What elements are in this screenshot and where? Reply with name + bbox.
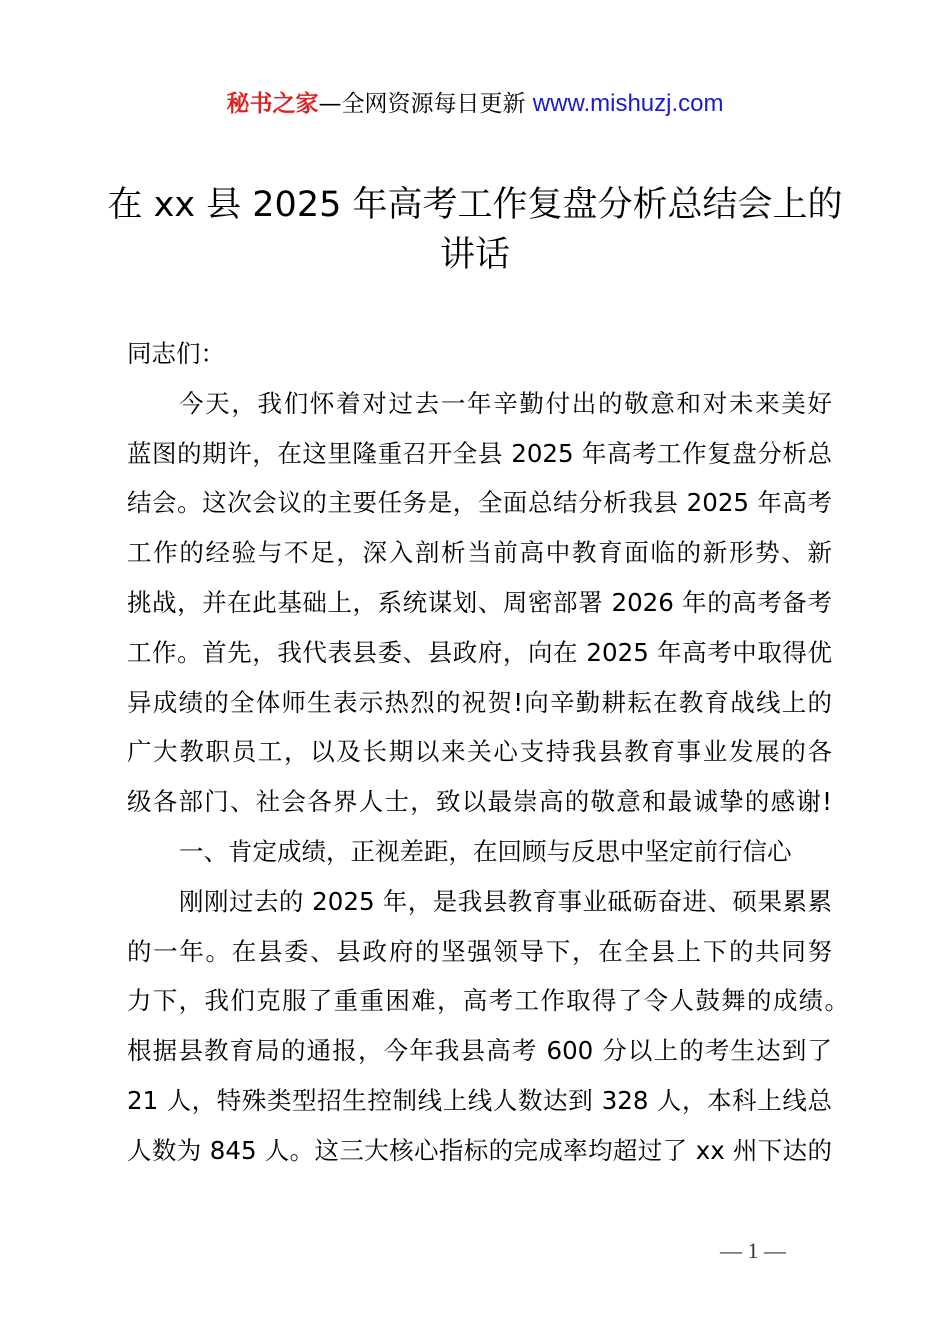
text-line: 级各部门、社会各界人士，致以最崇高的敬意和最诚挚的感谢!: [127, 787, 832, 817]
text-line: 挑战，并在此基础上，系统谋划、周密部署 2026 年的高考备考: [127, 587, 832, 617]
text-line: 刚刚过去的 2025 年，是我县教育事业砥砺奋进、硕果累累: [179, 886, 832, 916]
text-line: 人数为 845 人。这三大核心指标的完成率均超过了 xx 州下达的: [127, 1135, 832, 1165]
text-line: 工作。首先，我代表县委、县政府，向在 2025 年高考中取得优: [127, 637, 832, 667]
paragraph-1: [127, 384, 832, 832]
text-line: 根据县教育局的通报，今年我县高考 600 分以上的考生达到了: [127, 1036, 832, 1066]
text-line: 结会。这次会议的主要任务是，全面总结分析我县 2025 年高考: [127, 488, 832, 518]
site-banner: [0, 88, 950, 120]
text-line: 今天，我们怀着对过去一年辛勤付出的敬意和对未来美好: [179, 388, 832, 418]
text-line: 蓝图的期许，在这里隆重召开全县 2025 年高考工作复盘分析总: [127, 438, 832, 468]
text-line: 广大教职员工，以及长期以来关心支持我县教育事业发展的各: [127, 737, 832, 767]
document-title: [100, 180, 850, 280]
text-line: 的一年。在县委、县政府的坚强领导下，在全县上下的共同努: [127, 936, 832, 966]
site-url-link[interactable]: www.mishuzj.com: [532, 90, 724, 117]
salutation: 同志们：: [127, 339, 225, 368]
text-line: 工作的经验与不足，深入剖析当前高中教育面临的新形势、新: [127, 538, 832, 568]
text-line: 21 人，特殊类型招生控制线上线人数达到 328 人，本科上线总: [127, 1085, 832, 1115]
brand-name: 秘书之家: [226, 91, 319, 117]
page-number: — 1 —: [720, 1238, 786, 1263]
text-line: 力下，我们克服了重重困难，高考工作取得了令人鼓舞的成绩。: [127, 986, 849, 1016]
banner-tagline: —全网资源每日更新: [318, 91, 533, 117]
title-line-2: 讲话: [439, 235, 510, 275]
text-line: 异成绩的全体师生表示热烈的祝贺!向辛勤耕耘在教育战线上的: [127, 687, 832, 717]
document-body: [127, 334, 849, 1181]
paragraph-2: [127, 882, 849, 1181]
title-line-1: 在 xx 县 2025 年高考工作复盘分析总结会上的: [107, 185, 843, 225]
section-heading: 一、肯定成绩，正视差距，在回顾与反思中坚定前行信心: [179, 836, 792, 866]
